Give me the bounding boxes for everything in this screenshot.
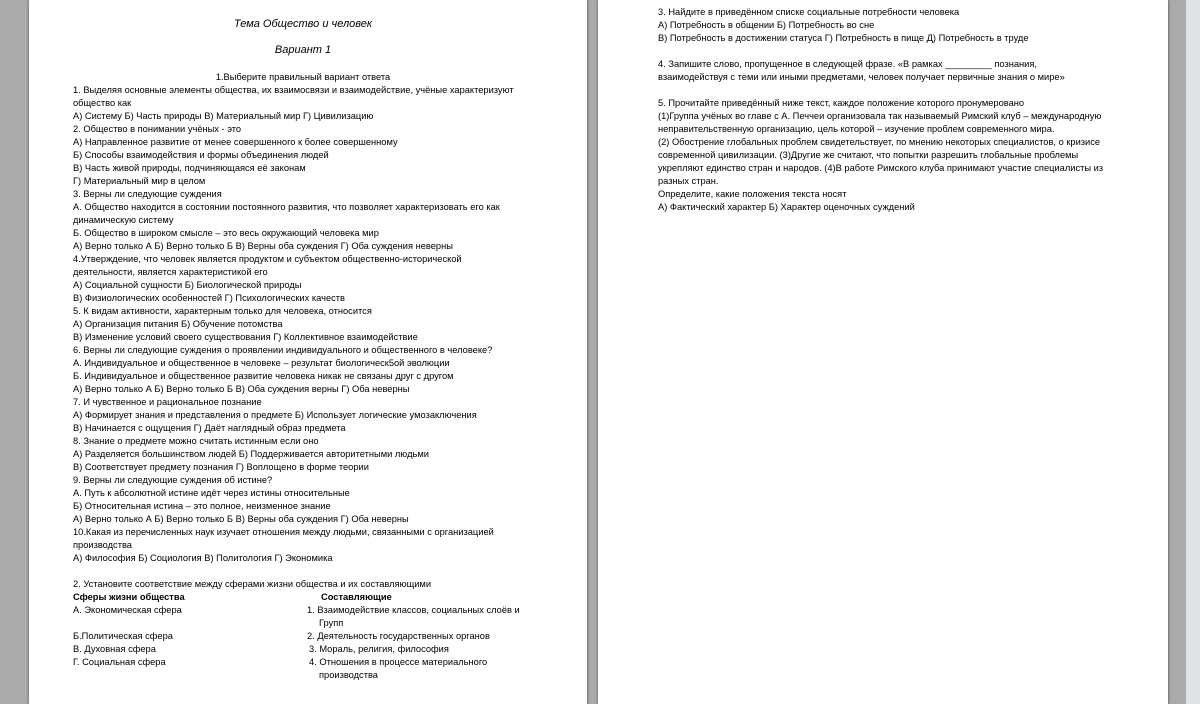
matching-task-title: 2. Установите соответствие между сферами жизни общества и их составляющими (73, 579, 432, 589)
question-line: 9. Верны ли следующие суждения об истине? (73, 475, 273, 485)
text-line: неправительственную организацию, цель которой – изучение проблем современного мира. (658, 124, 1055, 134)
statement-line: Б. Индивидуальное и общественное развитие человека никак не связаны друг с другом (73, 371, 454, 381)
question-line: деятельности, является характеристикой его (73, 267, 268, 277)
answer-line: В) Часть живой природы, подчиняющаяся её законам (73, 163, 306, 173)
text-line: разных стран. (658, 176, 719, 186)
instruction-text: 1.Выберите правильный вариант ответа (215, 72, 391, 82)
question-line: 2. Общество в понимании учёных - это (73, 124, 242, 134)
component-item: производства (319, 670, 378, 680)
question-line: 8. Знание о предмете можно считать истинным если оно (73, 436, 319, 446)
answer-line: В) Начинается с ощущения Г) Даёт наглядный образ предмета (73, 423, 346, 433)
question-line: производства (73, 540, 132, 550)
question-line: 10.Какая из перечисленных наук изучает отношения между людьми, связанными с организацией (73, 527, 494, 537)
question-line: 5. К видам активности, характерным только для человека, относится (73, 306, 372, 316)
answer-line: В) Потребность в достижении статуса Г) Потребность в пище Д) Потребность в труде (658, 33, 1029, 43)
question-line: 6. Верны ли следующие суждения о проявлении индивидуального и общественного в человеке? (73, 345, 493, 355)
question-line: 3. Найдите в приведённом списке социальные потребности человека (658, 7, 960, 17)
statement-line: А. Индивидуальное и общественное в человеке – результат биологическ5ой эволюции (73, 358, 450, 368)
answer-line: А) Верно только А Б) Верно только Б В) Верны оба суждения Г) Оба неверны (73, 514, 409, 524)
text-line: (1)Группа учёных во главе с А. Печчеи организовала так называемый Римский клуб – международную (658, 111, 1102, 121)
question-line: общество как (73, 98, 132, 108)
component-item: 3. Мораль, религия, философия (309, 644, 449, 654)
answer-line: А) Потребность в общении Б) Потребность во сне (658, 20, 875, 30)
statement-line: Б) Относительная истина – это полное, неизменное знание (73, 501, 331, 511)
answer-line: В) Физиологических особенностей Г) Психологических качеств (73, 293, 345, 303)
doc-title: Тема Общество и человек (233, 18, 373, 30)
question-line: 5. Прочитайте приведённый ниже текст, каждое положение которого пронумеровано (658, 98, 1025, 108)
sphere-item: А. Экономическая сфера (73, 605, 182, 615)
components-column-header: Составляющие (321, 592, 392, 602)
question-line: Определите, какие положения текста носят (658, 189, 847, 199)
statement-line: динамическую систему (73, 215, 174, 225)
text-line: укрепляют единство стран и народов. (4)В работе Римского клуба принимают участие специалисты из (658, 163, 1104, 173)
document-page-right (598, 0, 1168, 704)
answer-line: А) Организация питания Б) Обучение потомства (73, 319, 283, 329)
answer-line: А) Формирует знания и представления о предмете Б) Использует логические умозаключения (73, 410, 477, 420)
text-line: (2) Обострение глобальных проблем свидетельствует, по мнению некоторых специалистов, о кризисе (658, 137, 1101, 147)
text-line: современной цивилизации. (3)Другие же считают, что попытки разрешить глобальные проблемы (658, 150, 1079, 160)
question-line: 4.Утверждение, что человек является продуктом и субъектом общественно-исторической (73, 254, 462, 264)
component-item: 2. Деятельность государственных органов (307, 631, 490, 641)
answer-line: А) Направленное развитие от менее совершенного к более совершенному (73, 137, 398, 147)
question-line: 7. И чувственное и рациональное познание (73, 397, 262, 407)
statement-line: А. Общество находится в состоянии постоянного развития, что позволяет характеризовать его как (73, 202, 500, 212)
answer-line: В) Изменение условий своего существования Г) Коллективное взаимодействие (73, 332, 418, 342)
answer-line: А) Верно только А Б) Верно только Б В) Верны оба суждения Г) Оба суждения неверны (73, 241, 453, 251)
document-page-left (29, 0, 587, 704)
answer-line: А) Верно только А Б) Верно только Б В) Оба суждения верны Г) Оба неверны (73, 384, 410, 394)
spheres-column-header: Сферы жизни общества (73, 592, 185, 602)
variant-heading: Вариант 1 (274, 44, 332, 56)
question-line: взаимодействуя с теми или иными предметами, человек получает первичные знания о мире» (658, 72, 1065, 82)
answer-line: Б) Способы взаимодействия и формы объединения людей (73, 150, 329, 160)
answer-line: Г) Материальный мир в целом (73, 176, 206, 186)
answer-line: А) Систему Б) Часть природы В) Материальный мир Г) Цивилизацию (73, 111, 374, 121)
vertical-scrollbar[interactable] (1186, 0, 1200, 704)
component-item: 4. Отношения в процессе материального (309, 657, 488, 667)
answer-line: В) Соответствует предмету познания Г) Воплощено в форме теории (73, 462, 369, 472)
sphere-item: В. Духовная сфера (73, 644, 156, 654)
component-item: Групп (319, 618, 344, 628)
sphere-item: Г. Социальная сфера (73, 657, 166, 667)
statement-line: Б. Общество в широком смысле – это весь окружающий человека мир (73, 228, 379, 238)
answer-line: А) Разделяется большинством людей Б) Поддерживается авторитетными людьми (73, 449, 429, 459)
answer-line: А) Философия Б) Социология В) Политология Г) Экономика (73, 553, 333, 563)
question-line: 1. Выделяя основные элементы общества, их взаимосвязи и взаимодействие, учёные характеризуют (73, 85, 514, 95)
question-line: 3. Верны ли следующие суждения (73, 189, 222, 199)
sphere-item: Б.Политическая сфера (73, 631, 173, 641)
answer-line: А) Фактический характер Б) Характер оценочных суждений (658, 202, 915, 212)
component-item: 1. Взаимодействие классов, социальных слоёв и (307, 605, 520, 615)
statement-line: А. Путь к абсолютной истине идёт через истины относительные (73, 488, 350, 498)
answer-line: А) Социальной сущности Б) Биологической природы (73, 280, 302, 290)
question-line: 4. Запишите слово, пропущенное в следующей фразе. «В рамках _________ познания, (658, 59, 1037, 69)
